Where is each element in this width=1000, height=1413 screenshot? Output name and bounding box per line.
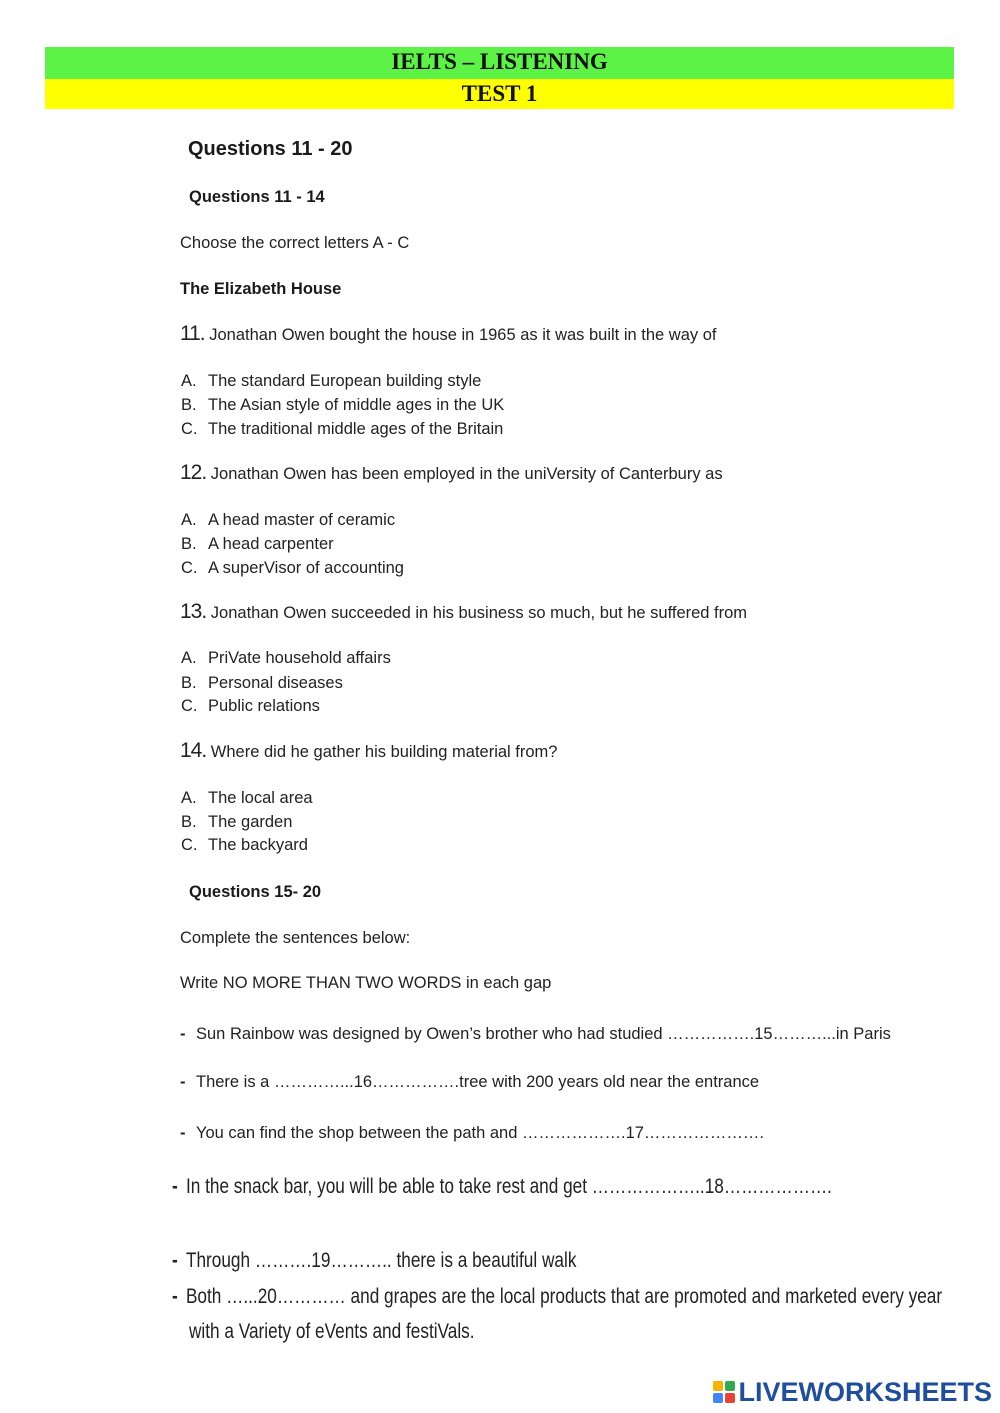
sentence-20-continued — [189, 1320, 475, 1344]
option-letter: C. — [181, 836, 198, 854]
option-text: The local area — [208, 789, 313, 807]
sentence-text: Sun Rainbow was designed by Owen’s brother who had studied …………….15………...in Paris — [196, 1025, 891, 1043]
option-text: A head carpenter — [208, 535, 334, 553]
question-14 — [180, 739, 557, 763]
bullet-dash: - — [180, 1025, 186, 1043]
option-text: Public relations — [208, 697, 320, 715]
option-11-a[interactable] — [181, 372, 481, 391]
question-text: Where did he gather his building material from? — [210, 743, 558, 761]
option-11-b[interactable] — [181, 396, 504, 415]
option-12-a[interactable] — [181, 511, 395, 530]
sentence-19 — [172, 1249, 576, 1273]
question-number: 11. — [180, 322, 205, 345]
option-letter: A. — [181, 511, 197, 529]
bullet-dash: - — [172, 1249, 178, 1272]
sentence-text: Both …...20………… and grapes are the local products that are promoted and marketed every year — [185, 1285, 943, 1308]
section-heading: Questions 11 - 20 — [188, 138, 353, 160]
part1-heading: Questions 11 - 14 — [189, 188, 325, 206]
bullet-dash: - — [180, 1124, 186, 1142]
sentence-15 — [180, 1025, 891, 1044]
question-text: Jonathan Owen has been employed in the uniVersity of Canterbury as — [210, 465, 723, 483]
title-bar — [45, 47, 954, 79]
option-letter: C. — [181, 697, 198, 715]
sentence-16 — [180, 1073, 759, 1092]
option-text: Personal diseases — [208, 674, 343, 692]
option-text: The Asian style of middle ages in the UK — [208, 396, 505, 414]
option-letter: A. — [181, 789, 197, 807]
bullet-dash: - — [180, 1073, 186, 1091]
sentence-18 — [172, 1175, 832, 1199]
option-letter: C. — [181, 559, 198, 577]
option-text: The standard European building style — [208, 372, 482, 390]
sentence-17 — [180, 1124, 764, 1143]
question-number: 14. — [180, 739, 207, 762]
subtitle-bar — [45, 79, 954, 109]
option-11-c[interactable] — [181, 420, 503, 439]
sentence-text: You can find the shop between the path and ……………….17…………………. — [196, 1124, 765, 1142]
option-text: A head master of ceramic — [208, 511, 396, 529]
part2-heading: Questions 15- 20 — [189, 883, 322, 901]
question-13 — [180, 600, 747, 624]
option-14-c[interactable] — [181, 836, 308, 855]
option-letter: B. — [181, 813, 197, 831]
test-label: TEST 1 — [461, 81, 538, 106]
option-letter: A. — [181, 372, 197, 390]
part2-rule: Write NO MORE THAN TWO WORDS in each gap — [180, 974, 552, 992]
sentence-text: There is a …………...16…………….tree with 200 years old near the entrance — [196, 1073, 760, 1091]
page-title: IELTS – LISTENING — [391, 49, 608, 74]
liveworksheets-logo[interactable] — [713, 1377, 992, 1407]
option-text: The garden — [208, 813, 293, 831]
part1-instruction: Choose the correct letters A - C — [180, 234, 410, 252]
bullet-dash: - — [172, 1175, 178, 1198]
question-text: Jonathan Owen succeeded in his business so much, but he suffered from — [210, 604, 748, 622]
option-letter: B. — [181, 535, 197, 553]
option-text: The backyard — [208, 836, 308, 854]
brand-name: LIVEWORKSHEETS — [738, 1376, 992, 1407]
option-text: A superVisor of accounting — [208, 559, 404, 577]
sentence-20 — [172, 1285, 942, 1309]
question-number: 13. — [180, 600, 207, 623]
option-14-b[interactable] — [181, 813, 292, 832]
question-12 — [180, 461, 723, 485]
option-13-b[interactable] — [181, 674, 343, 693]
sentence-text: In the snack bar, you will be able to take rest and get ………………..18………………. — [185, 1175, 832, 1198]
part2-instruction: Complete the sentences below: — [180, 929, 411, 947]
sentence-text: Through ……….19……….. there is a beautiful walk — [185, 1249, 577, 1272]
option-12-b[interactable] — [181, 535, 334, 554]
option-letter: C. — [181, 420, 198, 438]
option-12-c[interactable] — [181, 559, 404, 578]
part1-title: The Elizabeth House — [180, 280, 342, 298]
option-13-a[interactable] — [181, 649, 391, 668]
option-letter: A. — [181, 649, 197, 667]
liveworksheets-logo-icon — [713, 1381, 735, 1403]
question-text: Jonathan Owen bought the house in 1965 as it was built in the way of — [209, 326, 717, 344]
question-number: 12. — [180, 461, 207, 484]
option-text: The traditional middle ages of the Britain — [208, 420, 504, 438]
sentence-text: with a Variety of eVents and festiVals. — [189, 1320, 475, 1343]
option-letter: B. — [181, 396, 197, 414]
option-14-a[interactable] — [181, 789, 313, 808]
option-text: PriVate household affairs — [208, 649, 391, 667]
option-letter: B. — [181, 674, 197, 692]
question-11 — [180, 322, 717, 346]
option-13-c[interactable] — [181, 697, 320, 716]
bullet-dash: - — [172, 1285, 178, 1308]
